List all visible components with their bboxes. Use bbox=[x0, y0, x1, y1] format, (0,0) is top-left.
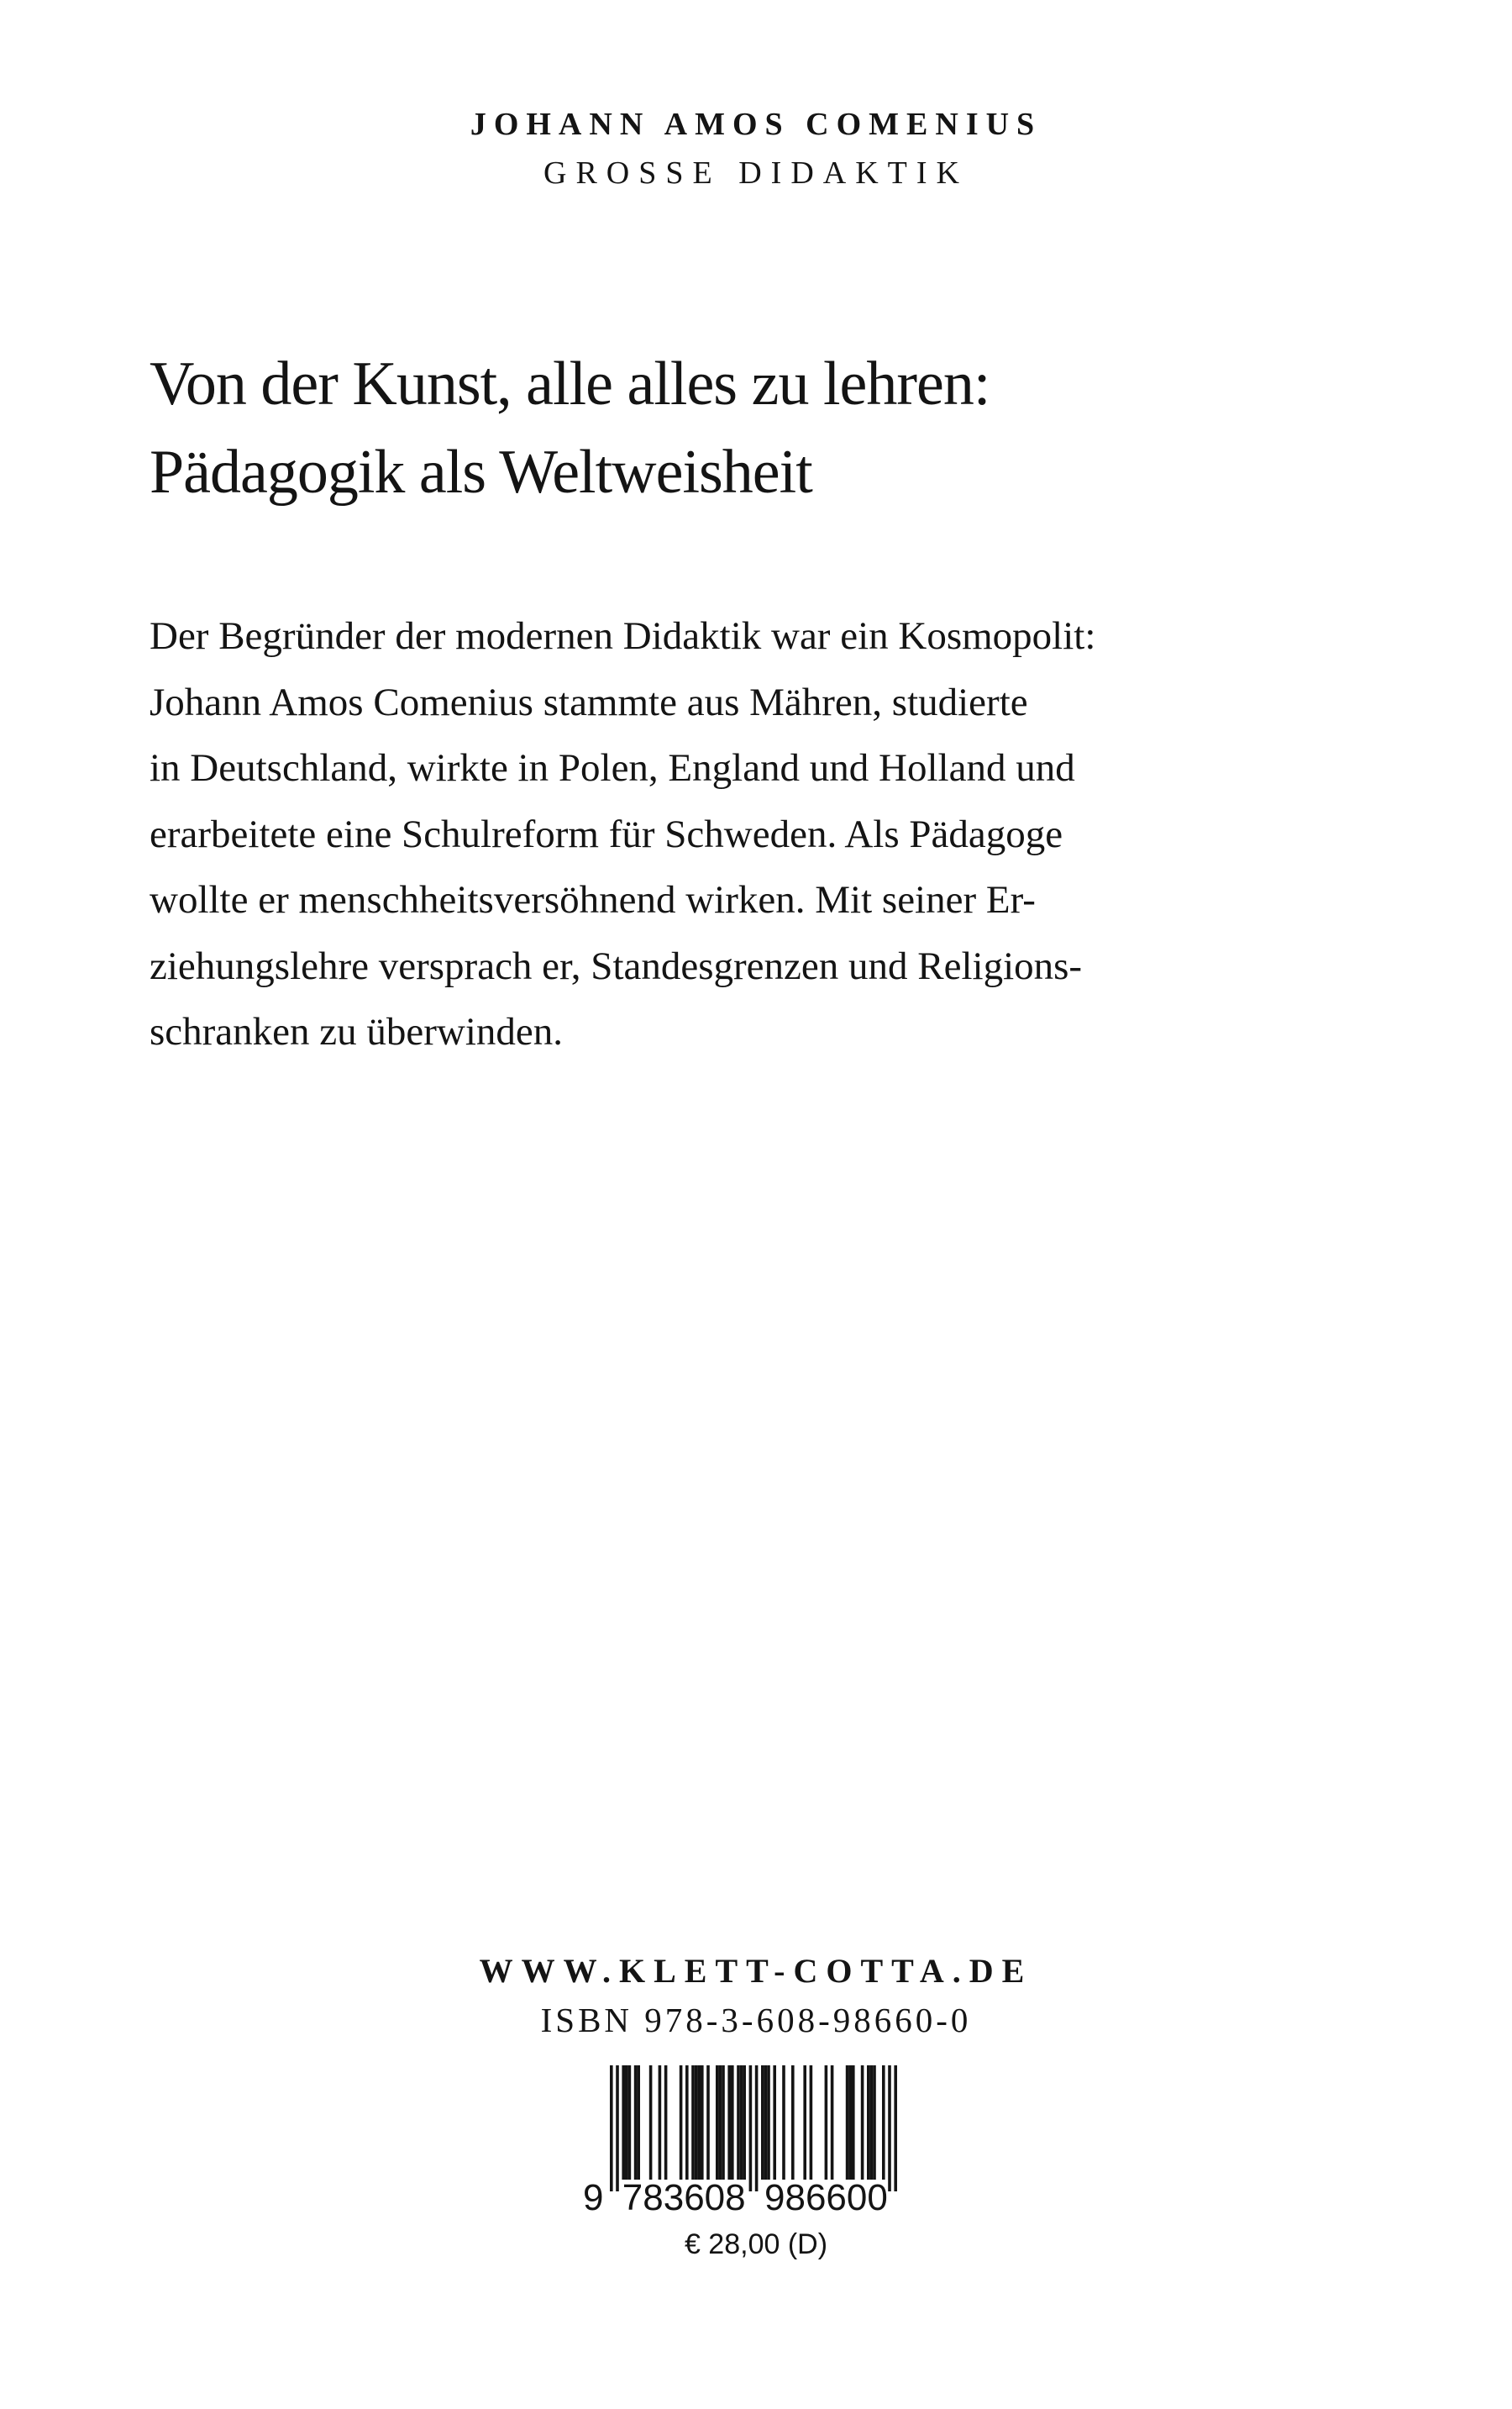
barcode-bar bbox=[695, 2065, 698, 2180]
barcode-digits: 783608 bbox=[622, 2177, 746, 2217]
barcode-bar bbox=[870, 2065, 874, 2180]
barcode-bar bbox=[825, 2065, 828, 2180]
barcode-bar bbox=[664, 2065, 668, 2180]
barcode-bar bbox=[846, 2065, 849, 2180]
barcode-bar bbox=[861, 2065, 864, 2180]
barcode-bar bbox=[697, 2065, 701, 2180]
barcode-bar bbox=[680, 2065, 683, 2180]
barcode-bar bbox=[659, 2065, 662, 2180]
barcode-bar bbox=[791, 2065, 795, 2180]
book-title-header: GROSSE DIDAKTIK bbox=[543, 155, 969, 191]
barcode-bar bbox=[625, 2065, 628, 2180]
headline bbox=[150, 340, 990, 517]
barcode-bar bbox=[722, 2065, 725, 2180]
barcode-bar bbox=[691, 2065, 695, 2180]
barcode-bar bbox=[761, 2065, 764, 2180]
headline-line: Von der Kunst, alle alles zu lehren: bbox=[150, 350, 990, 418]
barcode-bar bbox=[767, 2065, 770, 2180]
barcode-bar bbox=[894, 2065, 897, 2191]
barcode-bar bbox=[637, 2065, 640, 2180]
barcode-bar bbox=[634, 2065, 638, 2180]
barcode-bar bbox=[882, 2065, 885, 2180]
barcode-bar bbox=[737, 2065, 740, 2180]
blurb-line: in Deutschland, wirkte in Polen, England und Holland und bbox=[150, 746, 1075, 790]
barcode-bar bbox=[719, 2065, 722, 2180]
blurb-line: ziehungslehre versprach er, Standesgrenzen und Religions- bbox=[150, 944, 1083, 988]
barcode-bar bbox=[743, 2065, 746, 2180]
barcode-bar bbox=[764, 2065, 768, 2180]
barcode-bar bbox=[888, 2065, 891, 2191]
author-name: JOHANN AMOS COMENIUS bbox=[470, 107, 1042, 142]
barcode-digits: 986600 bbox=[764, 2177, 888, 2217]
blurb-text bbox=[150, 603, 1095, 1065]
barcode bbox=[580, 2065, 932, 2217]
headline-line: Pädagogik als Weltweisheit bbox=[150, 438, 812, 507]
barcode-bar bbox=[810, 2065, 813, 2180]
isbn: ISBN 978-3-608-98660-0 bbox=[540, 2001, 972, 2039]
barcode-bar bbox=[616, 2065, 619, 2191]
blurb-line: Johann Amos Comenius stammte aus Mähren, studierte bbox=[150, 680, 1028, 724]
barcode-bar bbox=[740, 2065, 743, 2180]
blurb-line: wollte er menschheitsversöhnend wirken. Mit seiner Er- bbox=[150, 878, 1036, 922]
price: € 28,00 (D) bbox=[684, 2228, 828, 2260]
blurb-line: schranken zu überwinden. bbox=[150, 1010, 564, 1054]
barcode-bar bbox=[727, 2065, 731, 2180]
blurb-line: Der Begründer der modernen Didaktik war ein Kosmopolit: bbox=[150, 614, 1096, 658]
barcode-bar bbox=[755, 2065, 759, 2191]
barcode-digits: 9 bbox=[583, 2177, 604, 2217]
publisher-url: WWW.KLETT-COTTA.DE bbox=[479, 1952, 1033, 1990]
barcode-bar bbox=[782, 2065, 785, 2180]
barcode-bar bbox=[706, 2065, 710, 2180]
barcode-bar bbox=[701, 2065, 704, 2180]
barcode-bar bbox=[852, 2065, 855, 2180]
barcode-bar bbox=[867, 2065, 870, 2180]
barcode-bar bbox=[685, 2065, 689, 2180]
barcode-bar bbox=[773, 2065, 776, 2180]
barcode-bar bbox=[831, 2065, 834, 2180]
barcode-bar bbox=[628, 2065, 632, 2180]
barcode-bar bbox=[803, 2065, 806, 2180]
barcode-bar bbox=[848, 2065, 852, 2180]
blurb-line: erarbeitete eine Schulreform für Schweden. Als Pädagoge bbox=[150, 812, 1063, 856]
barcode-bar bbox=[649, 2065, 653, 2180]
barcode-bar bbox=[622, 2065, 625, 2180]
barcode-bar bbox=[749, 2065, 753, 2191]
barcode-bar bbox=[716, 2065, 719, 2180]
barcode-bar bbox=[731, 2065, 734, 2180]
barcode-bar bbox=[610, 2065, 613, 2191]
barcode-bar bbox=[873, 2065, 876, 2180]
